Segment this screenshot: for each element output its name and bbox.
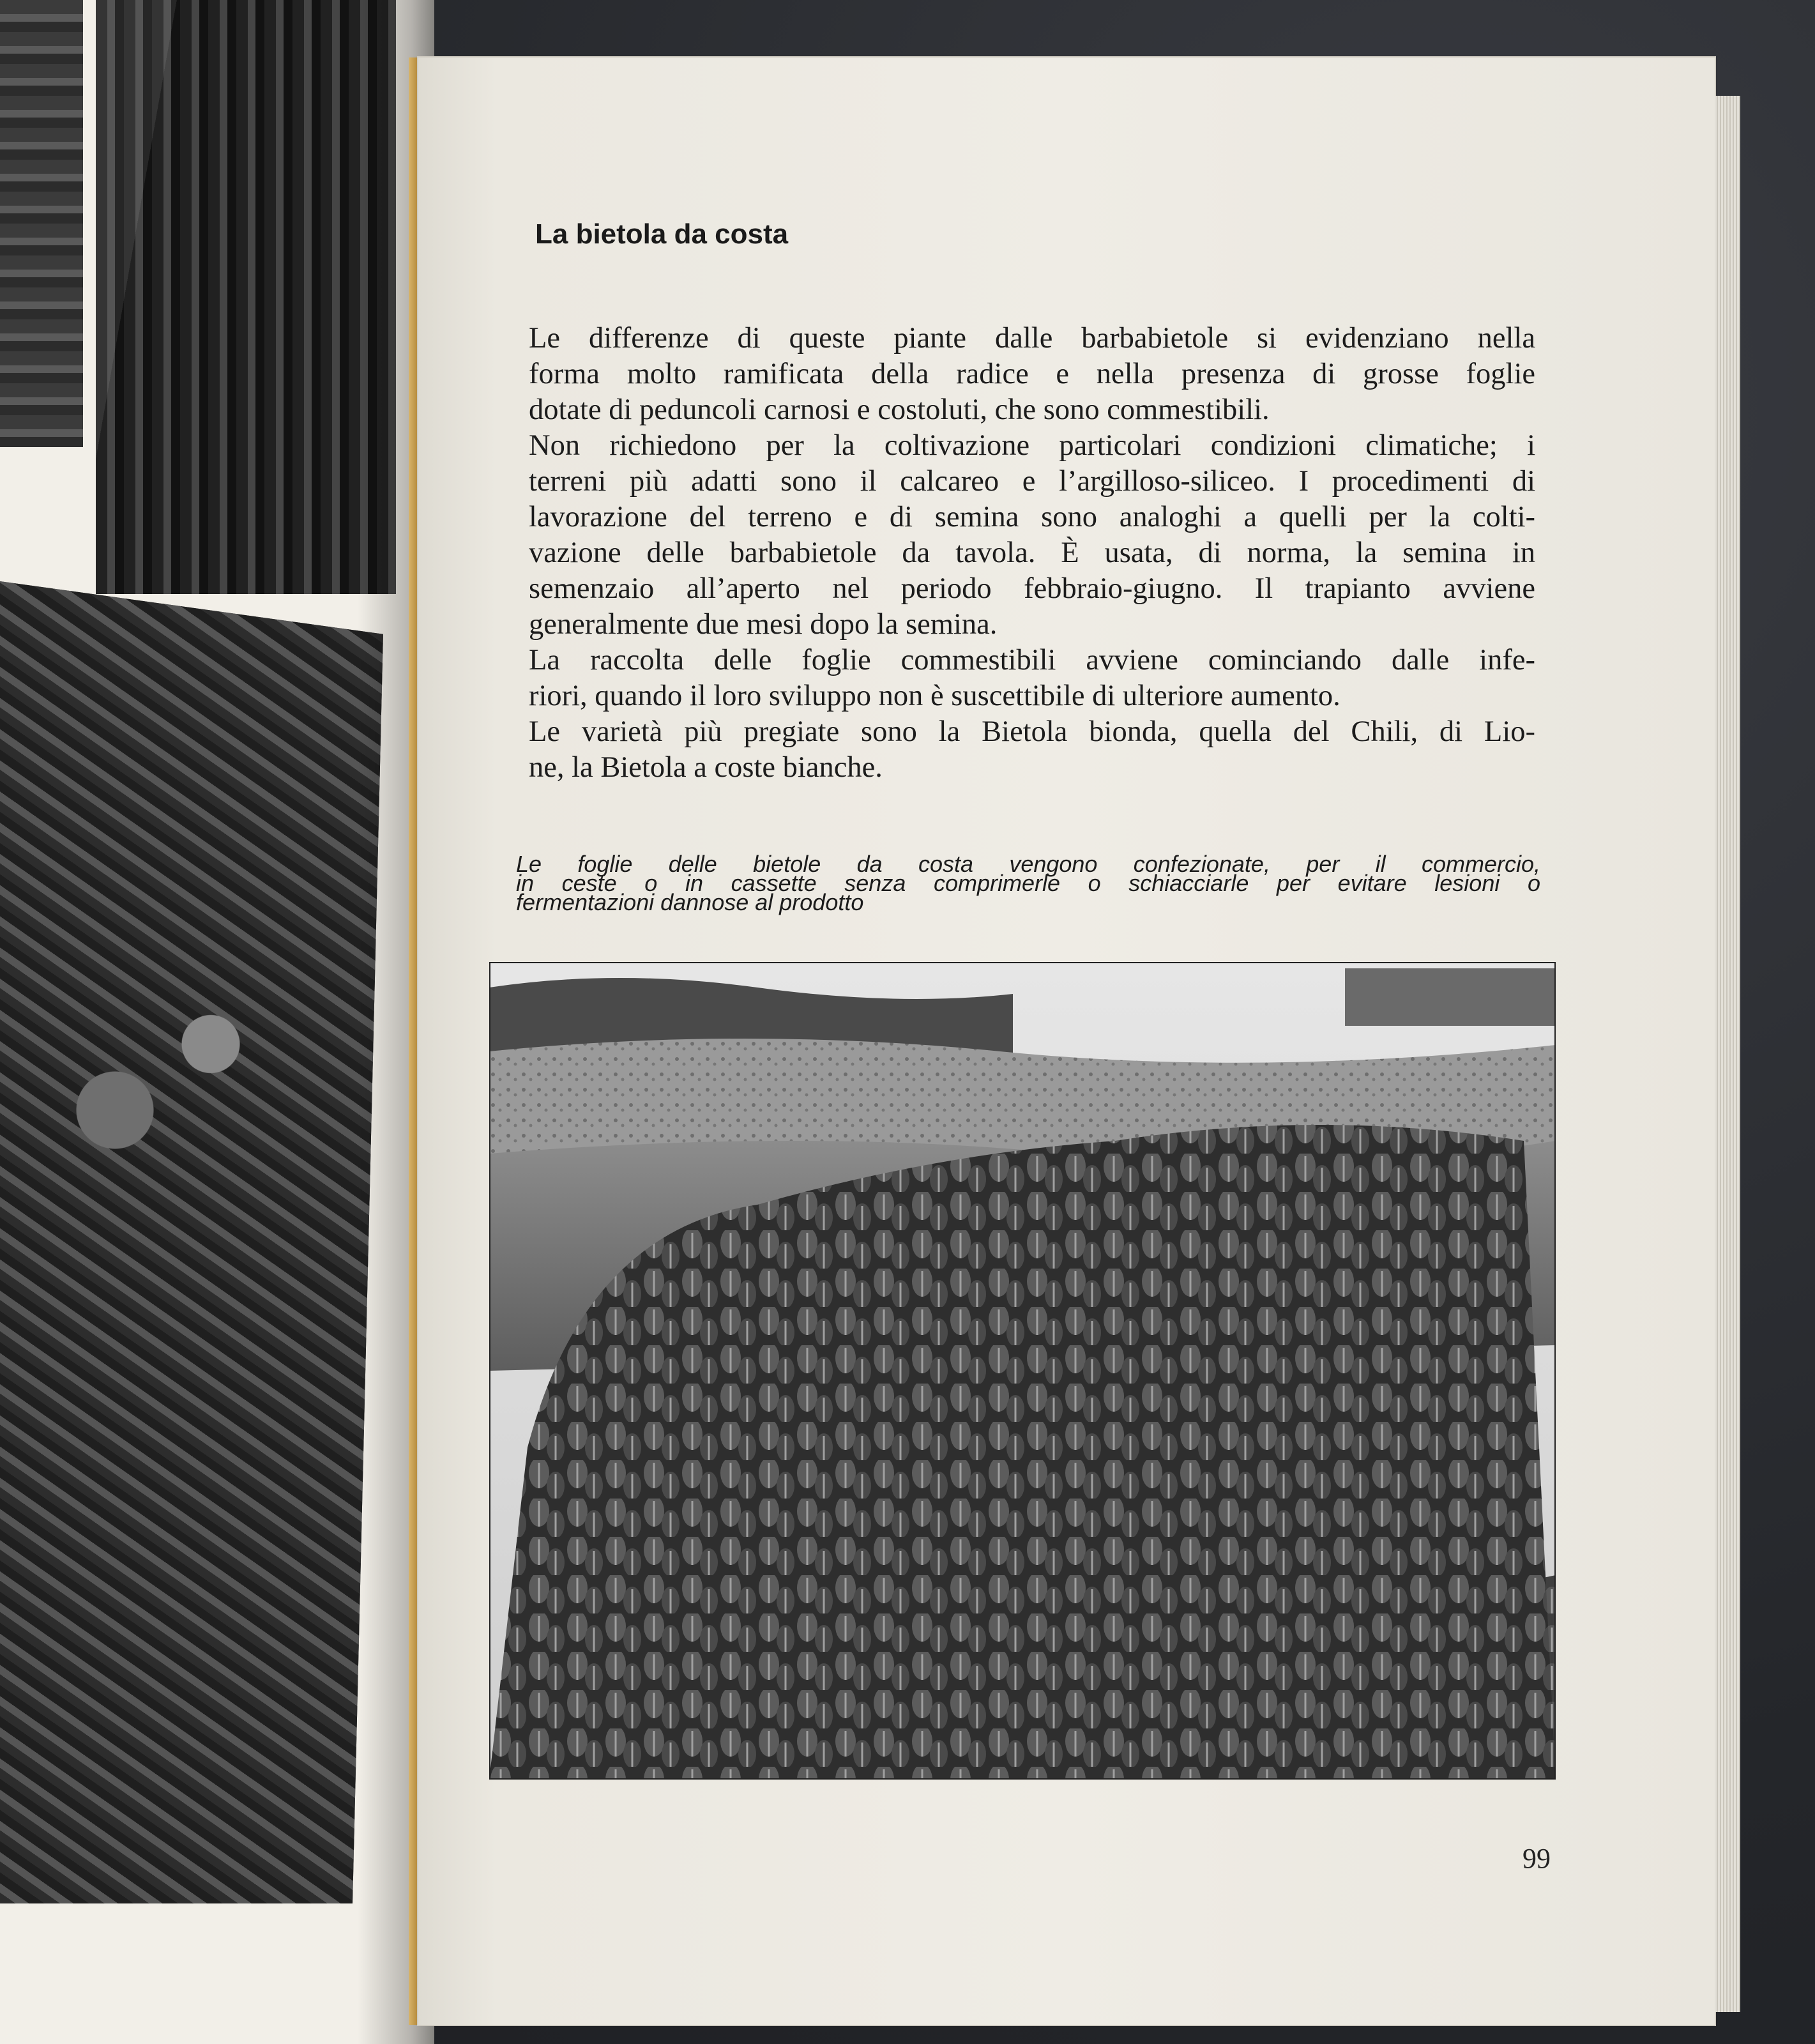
body-line: La raccolta delle foglie commestibili avviene cominciando dalle infe- — [529, 644, 1535, 676]
body-line: riori, quando il loro sviluppo non è suscettibile di ulteriore aumento. — [529, 680, 1340, 712]
body-line: semenzaio all’aperto nel periodo febbraio-giugno. Il trapianto avviene — [529, 572, 1535, 605]
caption-line: Le foglie delle bietole da costa vengono confezionate, per il commercio, — [516, 851, 1540, 877]
body-text — [529, 321, 1535, 786]
body-line: Le varietà più pregiate sono la Bietola bionda, quella del Chili, di Lio- — [529, 715, 1535, 748]
photo-caption — [516, 851, 1540, 915]
body-line: terreni più adatti sono il calcareo e l’argilloso-siliceo. I procedimenti di — [529, 465, 1535, 498]
body-line: Non richiedono per la coltivazione particolari condizioni climatiche; i — [529, 429, 1535, 462]
left-page-photo-corner — [0, 0, 83, 447]
caption-line: fermentazioni dannose al prodotto — [516, 889, 864, 915]
body-line: ne, la Bietola a coste bianche. — [529, 751, 883, 784]
caption-line: in ceste o in cassette senza comprimerle o schiacciarle per evitare lesioni o — [516, 870, 1540, 896]
page-edges — [1715, 96, 1740, 2012]
page-number: 99 — [1523, 1843, 1551, 1874]
left-page-photo-top — [96, 0, 396, 594]
section-heading: La bietola da costa — [535, 218, 789, 250]
body-line: dotate di peduncoli carnosi e costoluti, che sono commestibili. — [529, 393, 1270, 426]
body-line: Le differenze di queste piante dalle barbabietole si evidenziano nella — [529, 322, 1535, 355]
spine-edge — [409, 57, 418, 2025]
chard-field-photo — [489, 962, 1556, 1780]
body-line: lavorazione del terreno e di semina sono analoghi a quelli per la colti- — [529, 501, 1535, 533]
body-line: vazione delle barbabietole da tavola. È usata, di norma, la semina in — [529, 537, 1535, 569]
body-line: forma molto ramificata della radice e nella presenza di grosse foglie — [529, 358, 1535, 390]
body-line: generalmente due mesi dopo la semina. — [529, 608, 998, 641]
left-page-photo-workers — [0, 581, 383, 1903]
chard-field-illustration — [489, 962, 1556, 1780]
